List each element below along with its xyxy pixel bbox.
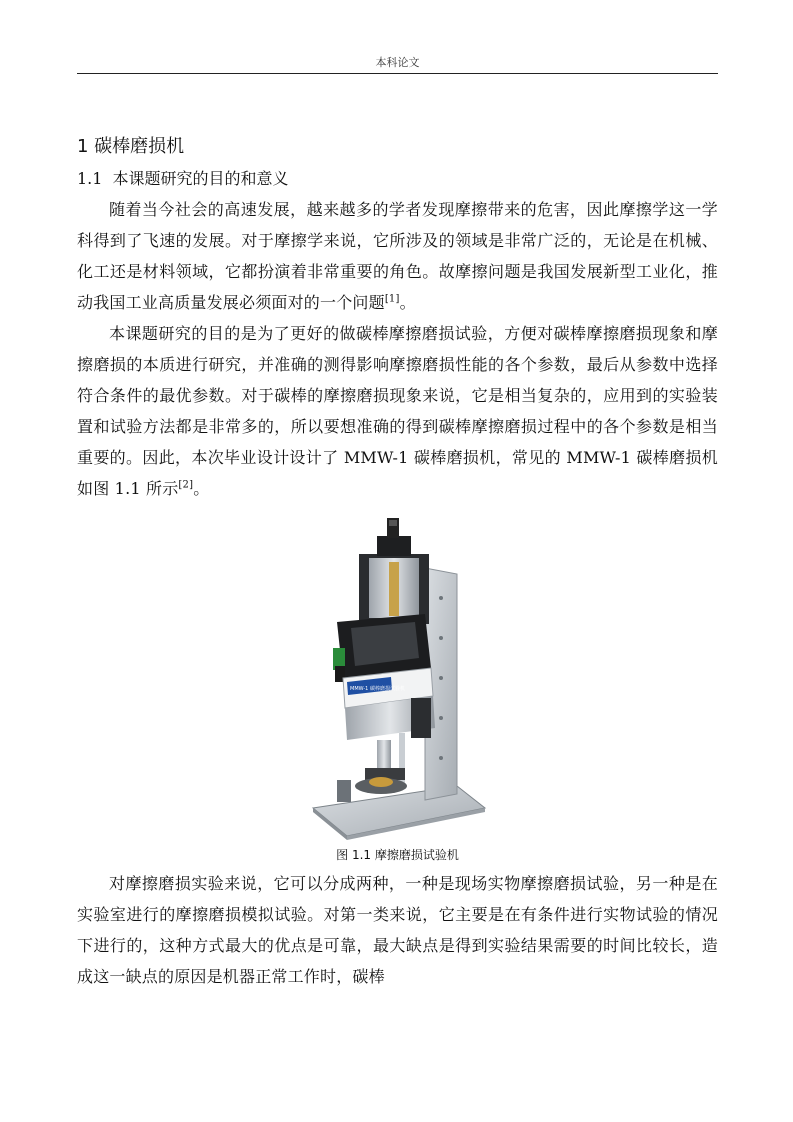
subsection-text: 本课题研究的目的和意义: [112, 169, 289, 188]
subsection-title: [77, 164, 718, 194]
paragraph-1-end: 。: [399, 293, 416, 312]
paragraph-1: [77, 194, 718, 318]
figure-1-1: [77, 512, 718, 842]
machine-label: MMW-1 碳棒磨损试验机: [350, 686, 405, 692]
citation-2: [2]: [178, 479, 194, 491]
paragraph-3: 对摩擦磨损实验来说，它可以分成两种，一种是现场实物摩擦磨损试验，另一种是在实验室进行的摩擦磨损模拟试验。对第一类来说，它主要是在有条件进行实物试验的情况下进行的，这种方式最大的优点是可靠，最大缺点是得到实验结果需要的时间比较长，造成这一缺点的原因是机器正常工作时，碳棒: [77, 874, 718, 986]
paragraph-2: [77, 318, 718, 504]
citation-1: [1]: [384, 293, 400, 305]
running-header: 本科论文: [375, 56, 420, 69]
wear-testing-machine-image: [307, 518, 487, 840]
chapter-title: 1 碳棒磨损机: [77, 136, 185, 157]
paragraph-2-end: 。: [193, 479, 210, 498]
header-rule: [77, 73, 718, 74]
paragraph-2-text: 本课题研究的目的是为了更好的做碳棒摩擦磨损试验，方便对碳棒摩擦磨损现象和摩擦磨损的本质进行研究，并准确的测得影响摩擦磨损性能的各个参数，最后从参数中选择符合条件的最优参数。对于碳棒的摩擦磨损现象来说，它是相当复杂的，应用到的实验装置和试验方法都是非常多的，所以要想准确的得到碳棒摩擦磨损过程中的各个参数是相当重要的。因此，本次毕业设计设计了 MMW-1 碳棒磨损机，常见的 MMW-1 碳棒磨损机如图 1.1 所示: [77, 324, 718, 498]
figure-caption: 图 1.1 摩擦磨损试验机: [336, 848, 459, 862]
page-content: [77, 130, 718, 992]
subsection-number: 1.1: [77, 169, 103, 188]
paragraph-1-text: 随着当今社会的高速发展，越来越多的学者发现摩擦带来的危害，因此摩擦学这一学科得到了飞速的发展。对于摩擦学来说，它所涉及的领域是非常广泛的，无论是在机械、化工还是材料领域，它都扮演着非常重要的角色。故摩擦问题是我国发展新型工业化，推动我国工业高质量发展必须面对的一个问题: [77, 200, 718, 312]
